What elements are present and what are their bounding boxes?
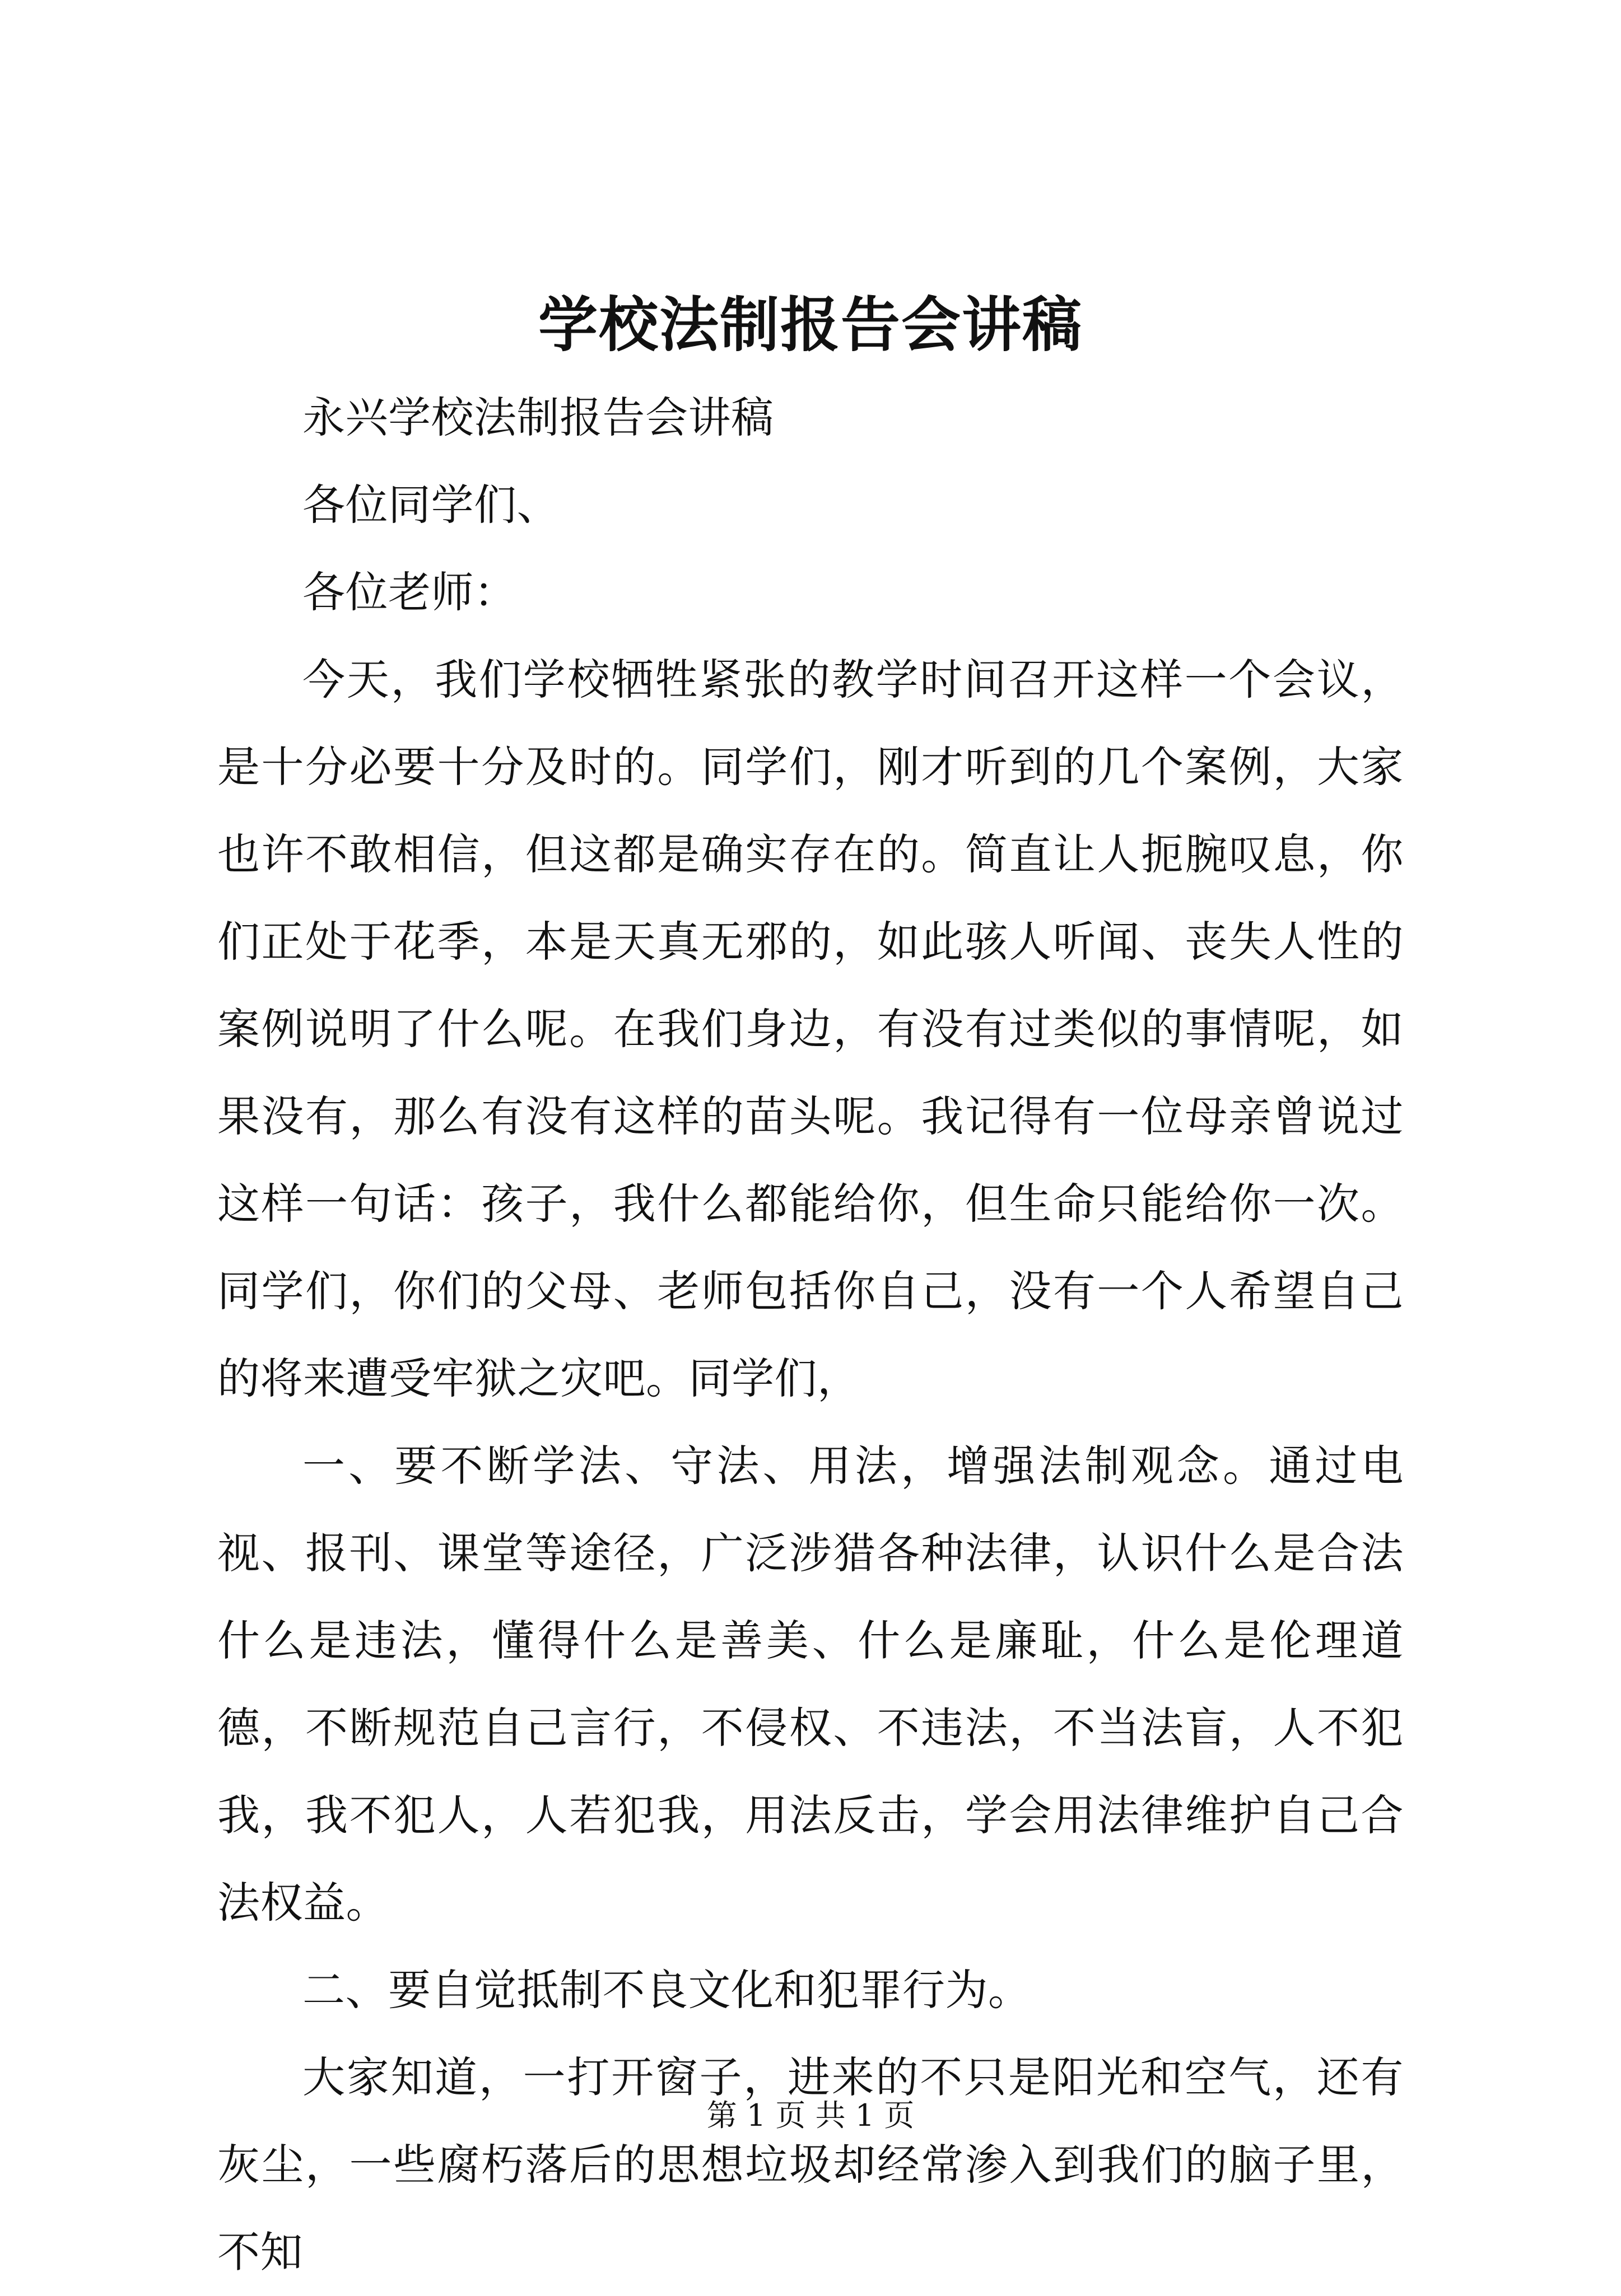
document-body	[217, 374, 1404, 2296]
paragraph-point-two-body: 大家知道，一打开窗子，进来的不只是阳光和空气，还有灰尘，一些腐朽落后的思想垃圾却经常渗入到我们的脑子里，不知	[217, 2052, 1404, 2277]
paragraph-subtitle: 永兴学校法制报告会讲稿	[302, 393, 774, 442]
paragraph-point-two-heading: 二、要自觉抵制不良文化和犯罪行为。	[302, 1965, 1031, 2015]
paragraph-point-one: 一、要不断学法、守法、用法，增强法制观念。通过电视、报刊、课堂等途径，广泛涉猎各种法律，认识什么是合法什么是违法，懂得什么是善美、什么是廉耻，什么是伦理道德，不断规范自己言行，不侵权、不违法，不当法盲，人不犯我，我不犯人，人若犯我，用法反击，学会用法律维护自己合法权益。	[217, 1441, 1404, 1928]
paragraph-salutation-teachers: 各位老师：	[302, 567, 517, 617]
paragraph-intro: 今天，我们学校牺牲紧张的教学时间召开这样一个会议，是十分必要十分及时的。同学们，刚才听到的几个案例，大家也许不敢相信，但这都是确实存在的。简直让人扼腕叹息，你们正处于花季，本是天真无邪的，如此骇人听闻、丧失人性的案例说明了什么呢。在我们身边，有没有过类似的事情呢，如果没有，那么有没有这样的苗头呢。我记得有一位母亲曾说过这样一句话：孩子，我什么都能给你，但生命只能给你一次。同学们，你们的父母、老师包括你自己，没有一个人希望自己的将来遭受牢狱之灾吧。同学们，	[217, 655, 1404, 1403]
paragraph-salutation-students: 各位同学们、	[302, 480, 560, 530]
document-title: 学校法制报告会讲稿	[538, 290, 1083, 360]
page-footer: 第 1 页 共 1 页	[706, 2098, 915, 2133]
